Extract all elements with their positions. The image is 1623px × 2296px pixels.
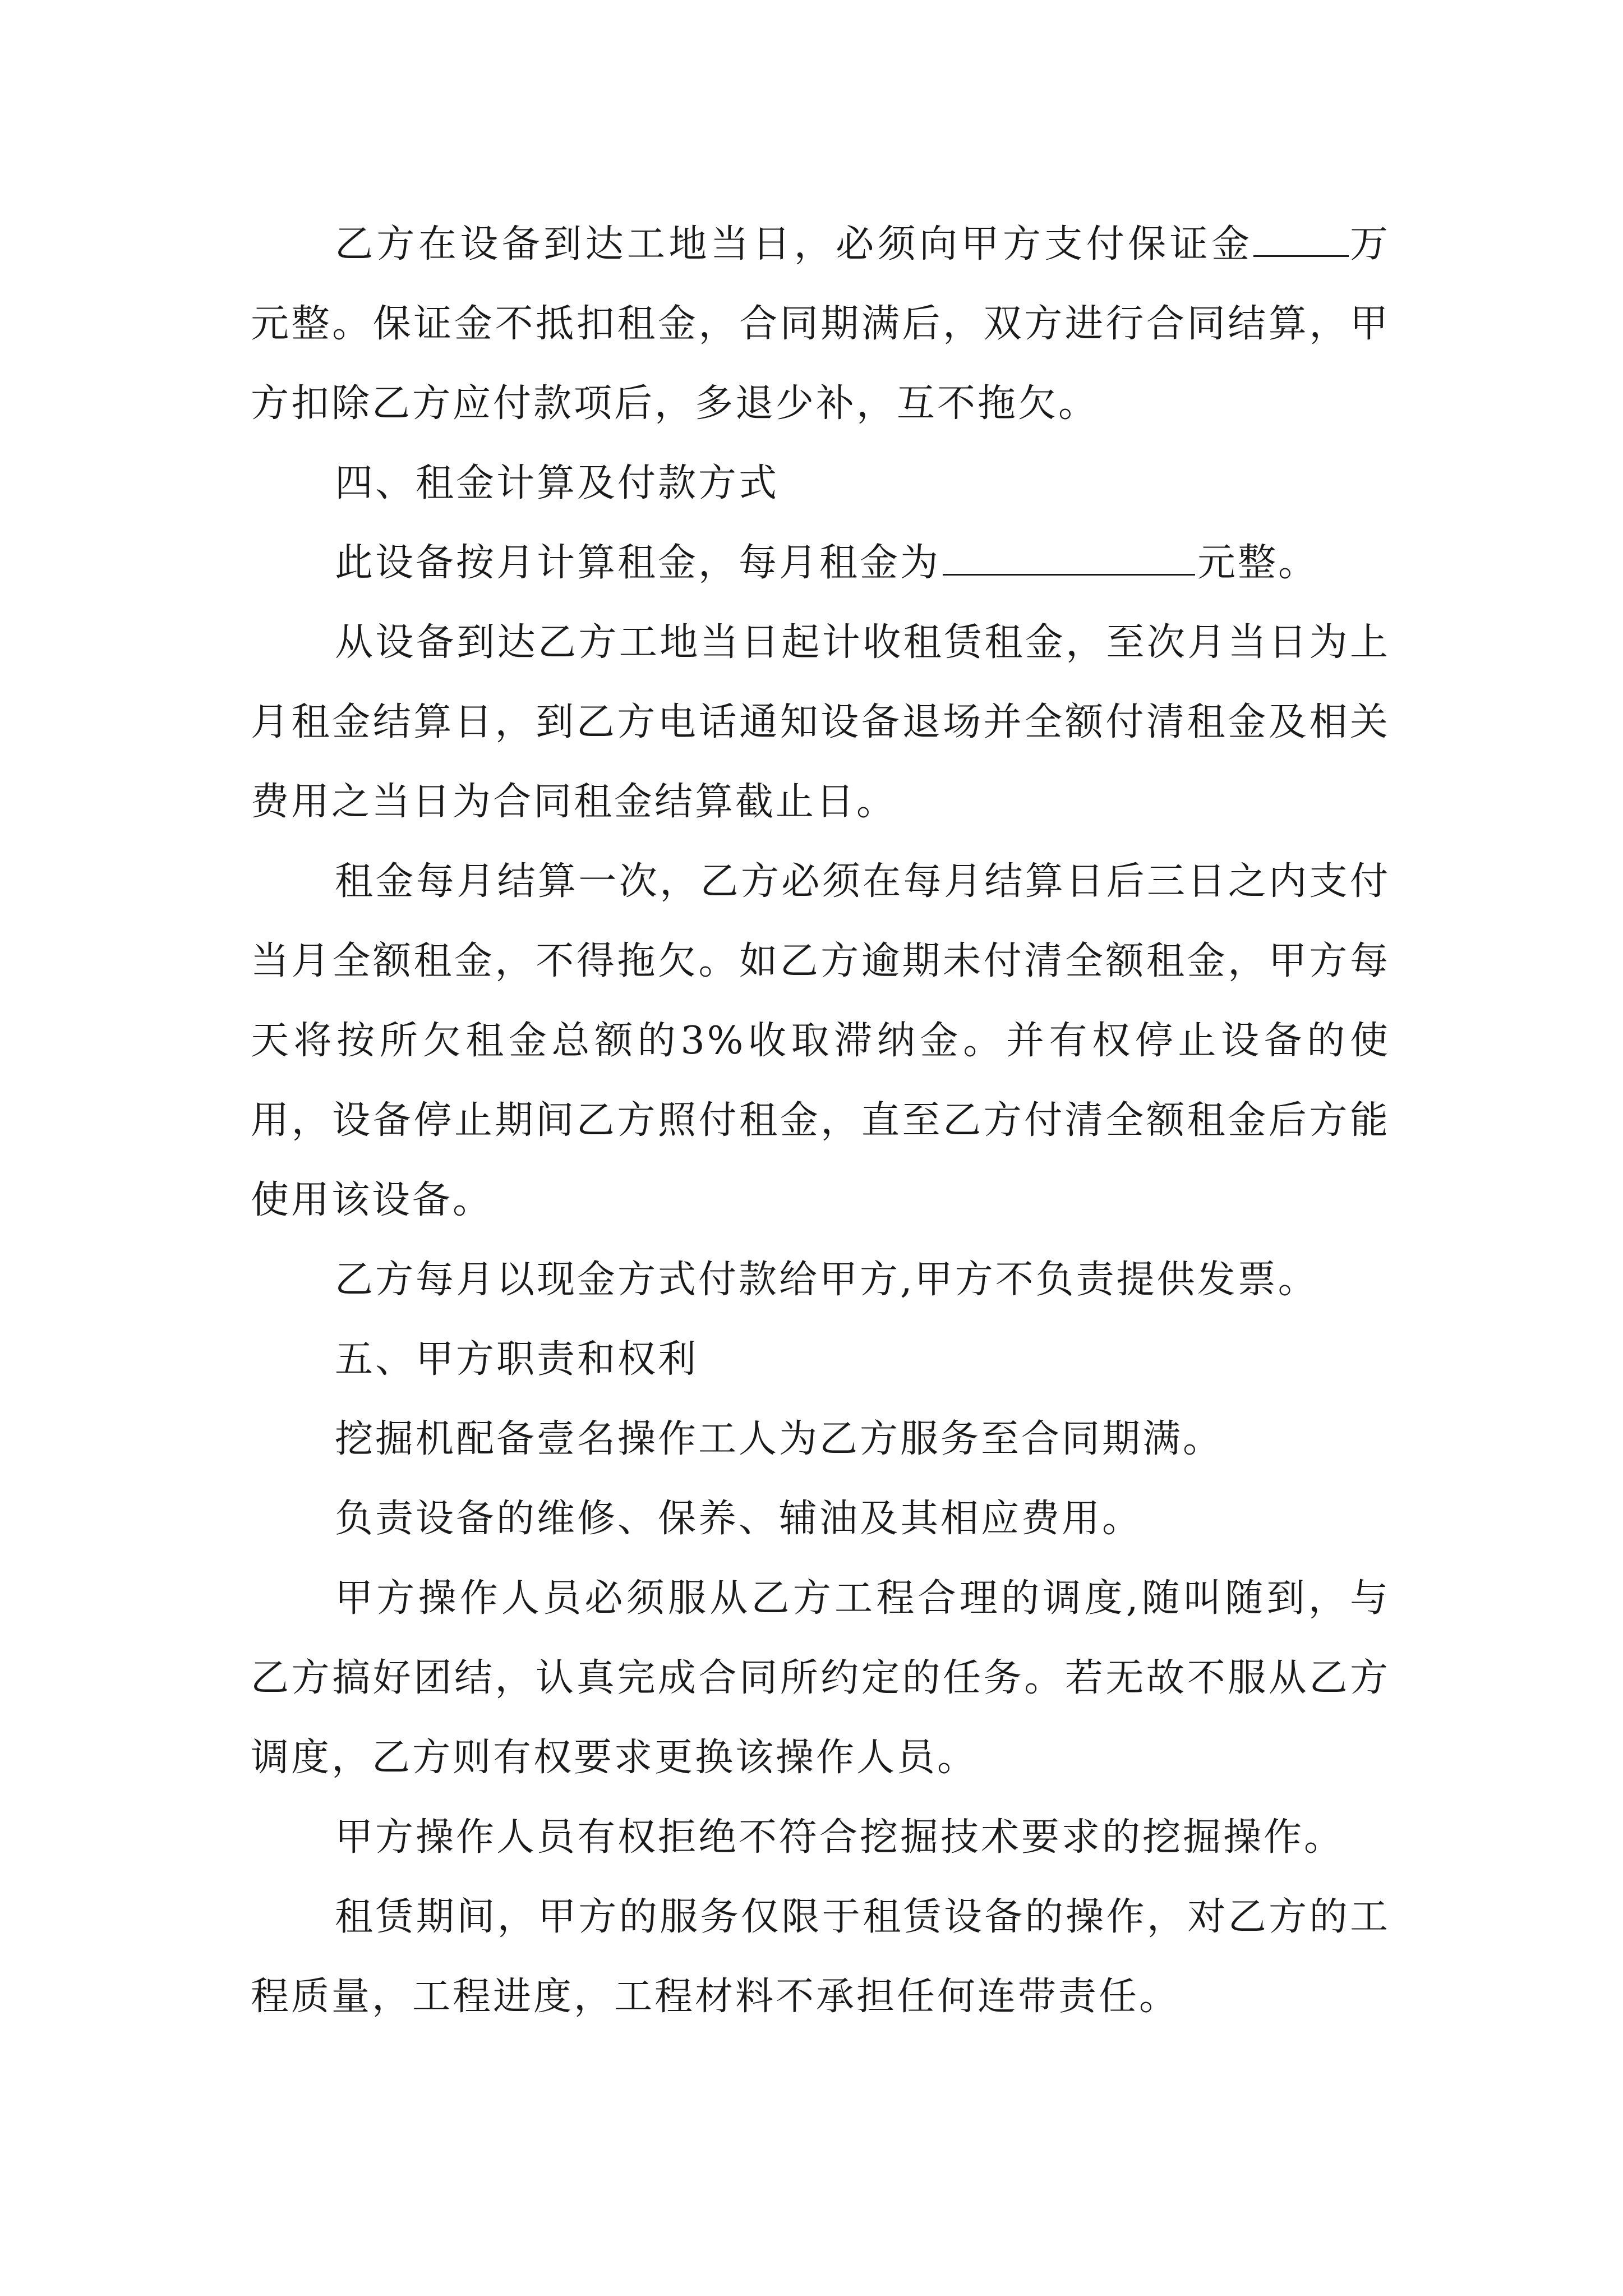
deposit-text-after: 万元整。保证金不抵扣租金，合同期满后，双方进行合同结算，甲方扣除乙方应付款项后，多退少补，互不拖欠。 [251, 222, 1390, 426]
paragraph-rent-period: 从设备到达乙方工地当日起计收租赁租金，至次月当日为上月租金结算日，到乙方电话通知设备退场并全额付清租金及相关费用之当日为合同租金结算截止日。 [251, 620, 1390, 824]
section-heading-rent: 四、租金计算及付款方式 [335, 461, 780, 505]
monthly-rent-text-after: 元整。 [1197, 541, 1319, 585]
paragraph-maintenance: 负责设备的维修、保养、辅油及其相应费用。 [335, 1497, 1143, 1541]
monthly-rent-blank [943, 541, 1195, 576]
paragraph-refuse-operation: 甲方操作人员有权拒绝不符合挖掘技术要求的挖掘操作。 [335, 1815, 1345, 1860]
paragraph-monthly-rent [251, 523, 1390, 603]
deposit-amount-blank [1253, 223, 1349, 257]
deposit-text-before: 乙方在设备到达工地当日，必须向甲方支付保证金 [335, 222, 1253, 266]
paragraph-operator: 挖掘机配备壹名操作工人为乙方服务至合同期满。 [335, 1417, 1224, 1461]
section-heading-party-a: 五、甲方职责和权利 [335, 1337, 699, 1382]
paragraph-liability: 租赁期间，甲方的服务仅限于租赁设备的操作，对乙方的工程质量，工程进度，工程材料不承担任何连带责任。 [251, 1895, 1390, 2019]
paragraph-settlement: 租金每月结算一次，乙方必须在每月结算日后三日之内支付当月全额租金，不得拖欠。如乙方逾期未付清全额租金，甲方每天将按所欠租金总额的3%收取滞纳金。并有权停止设备的使用，设备停止期间乙方照付租金，直至乙方付清全额租金后方能使用该设备。 [251, 859, 1390, 1222]
paragraph-deposit [251, 205, 1390, 444]
monthly-rent-text-before: 此设备按月计算租金，每月租金为 [335, 541, 941, 585]
paragraph-dispatch: 甲方操作人员必须服从乙方工程合理的调度,随叫随到，与乙方搞好团结，认真完成合同所约定的任务。若无故不服从乙方调度，乙方则有权要求更换该操作人员。 [251, 1576, 1390, 1780]
paragraph-payment-method: 乙方每月以现金方式付款给甲方,甲方不负责提供发票。 [335, 1258, 1318, 1302]
document-body [251, 205, 1390, 2037]
